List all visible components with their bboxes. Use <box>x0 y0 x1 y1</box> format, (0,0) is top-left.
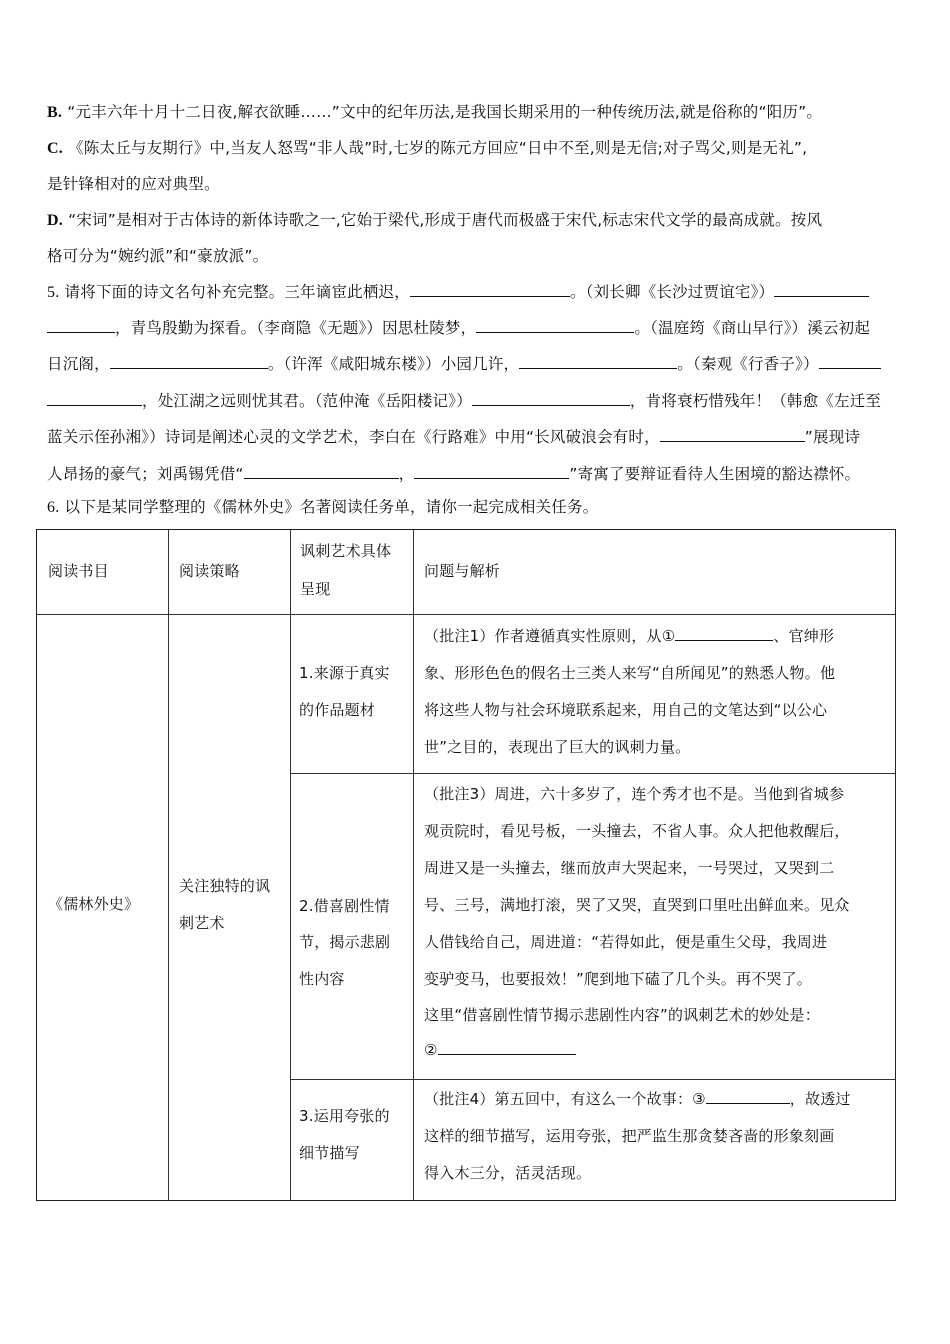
question5-text: ”寄寓了要辩证看待人生困境的豁达襟怀。 <box>569 465 861 483</box>
table-divider <box>413 530 414 1200</box>
question5-text: ，青鸟殷勤为探看。（李商隐《无题》）因思杜陵梦， <box>115 319 477 337</box>
analysis-2-line8 <box>424 1032 576 1070</box>
question5-text: 蓝关示侄孙湘》）诗词是阐述心灵的文学艺术，李白在《行路难》中用“长风破浪会有时， <box>47 428 660 446</box>
analysis-3-line1 <box>424 1080 851 1118</box>
analysis-2-line4: 号、三号，满地打滚，哭了又哭，直哭到口里吐出鲜血来。见众 <box>424 896 850 914</box>
question5-text: ”展现诗 <box>804 428 861 446</box>
art-2-line1: 2.借喜剧性情 <box>299 897 390 915</box>
question5-source: 。（秦观《行香子》） <box>677 355 819 373</box>
analysis-2-line1: （批注3）周进，六十多岁了，连个秀才也不是。当他到省城参 <box>424 785 845 803</box>
header-book: 阅读书目 <box>48 562 109 580</box>
answer-blank[interactable] <box>47 389 142 406</box>
option-b-text: “元丰六年十月十二日夜,解衣欲睡……”文中的纪年历法,是我国长期采用的一种传统历法,就是俗称的“阳历”。 <box>67 103 823 121</box>
option-c-continued: 是针锋相对的应对典型。 <box>47 175 220 193</box>
analysis-text: 、官绅形 <box>773 627 835 645</box>
question5-text: ， <box>398 465 415 483</box>
analysis-1-line2: 象、形形色色的假名士三类人来写“自所闻见”的熟悉人物。他 <box>424 664 836 682</box>
art-1-line2: 的作品题材 <box>299 701 376 719</box>
analysis-text: （批注4）第五回中，有这么一个故事：③ <box>424 1090 706 1108</box>
question5-text: 请将下面的诗文名句补充完整。三年谪宦此栖迟， <box>64 283 410 301</box>
strategy-line2: 刺艺术 <box>179 914 225 932</box>
table-divider <box>290 773 895 774</box>
option-d-text: “宋词”是相对于古体诗的新体诗歌之一,它始于梁代,形成于唐代而极盛于宋代,标志宋代文学的最高成就。按风 <box>68 211 823 229</box>
answer-blank[interactable] <box>244 462 399 479</box>
analysis-3-line2: 这样的细节描写，运用夸张，把严监生那贪婪吝啬的形象刻画 <box>424 1127 835 1145</box>
option-d-label: D. <box>47 212 63 229</box>
art-2-line2: 节，揭示悲剧 <box>299 933 391 951</box>
answer-blank[interactable] <box>110 352 268 369</box>
question6-prompt-line <box>47 497 909 518</box>
answer-blank[interactable] <box>47 316 115 333</box>
option-c-label: C. <box>47 140 63 157</box>
question5-text: 日沉阁， <box>47 355 110 373</box>
answer-blank-2[interactable] <box>438 1038 576 1055</box>
analysis-1-line1 <box>424 617 834 655</box>
question5-text: ，处江湖之远则忧其君。（范仲淹《岳阳楼记》） <box>142 392 472 410</box>
option-b <box>47 102 909 123</box>
analysis-2-line2: 观贡院时，看见号板，一头撞去，不省人事。众人把他救醒后， <box>424 822 850 840</box>
answer-blank-3[interactable] <box>706 1087 790 1104</box>
book-title: 《儒林外史》 <box>48 895 140 913</box>
reading-task-table <box>36 529 896 1201</box>
art-3-line1: 3.运用夸张的 <box>299 1107 390 1125</box>
answer-blank[interactable] <box>410 280 570 297</box>
strategy-line1: 关注独特的讽 <box>179 877 271 895</box>
analysis-2-line5: 人借钱给自己，周进道：“若得如此，便是重生父母，我周进 <box>424 933 828 951</box>
art-3-line2: 细节描写 <box>299 1144 360 1162</box>
question5-line1 <box>47 280 909 303</box>
question5-text: 。（许浑《咸阳城东楼》）小园几许， <box>267 355 520 373</box>
art-2-line3: 性内容 <box>299 970 345 988</box>
table-divider <box>37 614 895 615</box>
answer-blank[interactable] <box>819 352 881 369</box>
question5-text: 人昂扬的豪气；刘禹锡凭借“ <box>47 465 244 483</box>
table-divider <box>168 530 169 1200</box>
question5-line4 <box>47 389 909 411</box>
analysis-2-line3: 周进又是一头撞去，继而放声大哭起来，一号哭过，又哭到二 <box>424 859 835 877</box>
analysis-2-line6: 变驴变马，也要报效！”爬到地下磕了几个头。再不哭了。 <box>424 970 812 988</box>
answer-blank[interactable] <box>414 462 569 479</box>
answer-blank[interactable] <box>472 389 630 406</box>
option-c <box>47 138 909 159</box>
answer-blank[interactable] <box>660 425 805 442</box>
question5-line6 <box>47 462 909 484</box>
header-art-line1: 讽刺艺术具体 <box>300 542 392 560</box>
option-d-continued: 格可分为“婉约派”和“豪放派”。 <box>47 247 269 265</box>
question6-prompt: 以下是某同学整理的《儒林外史》名著阅读任务单，请你一起完成相关任务。 <box>64 498 599 516</box>
table-divider <box>290 530 291 1200</box>
analysis-1-line3: 将这些人物与社会环境联系起来，用自己的文笔达到“以公心 <box>424 701 828 719</box>
question5-number: 5. <box>47 284 60 301</box>
question5-line3 <box>47 352 909 374</box>
answer-blank[interactable] <box>476 316 634 333</box>
question5-text: ，肯将衰朽惜残年！（韩愈《左迁至 <box>629 392 882 410</box>
analysis-text: （批注1）作者遵循真实性原则，从① <box>424 627 676 645</box>
header-analysis: 问题与解析 <box>424 562 501 580</box>
question6-number: 6. <box>47 499 60 516</box>
answer-blank-1[interactable] <box>675 624 773 641</box>
analysis-text: ② <box>424 1041 438 1059</box>
analysis-2-line7: 这里“借喜剧性情节揭示悲剧性内容”的讽刺艺术的妙处是： <box>424 1006 820 1024</box>
question5-line5 <box>47 425 909 447</box>
analysis-3-line3: 得入木三分，活灵活现。 <box>424 1164 592 1182</box>
answer-blank[interactable] <box>519 352 677 369</box>
option-b-label: B. <box>47 104 63 121</box>
question5-source: 。（刘长卿《长沙过贾谊宅》） <box>569 283 775 301</box>
analysis-text: ，故透过 <box>789 1090 851 1108</box>
option-d <box>47 210 909 231</box>
question5-line2 <box>47 316 909 338</box>
art-1-line1: 1.来源于真实 <box>299 664 390 682</box>
header-strategy: 阅读策略 <box>179 562 240 580</box>
answer-blank[interactable] <box>774 280 869 297</box>
question5-source: 。（温庭筠《商山早行》）溪云初起 <box>634 319 871 337</box>
header-art-line2: 呈现 <box>300 580 331 598</box>
option-c-text: 《陈太丘与友期行》中,当友人怒骂“非人哉”时,七岁的陈元方回应“日中不至,则是无信;对子骂父,则是无礼”, <box>68 139 808 157</box>
analysis-1-line4: 世”之目的，表现出了巨大的讽刺力量。 <box>424 738 691 756</box>
